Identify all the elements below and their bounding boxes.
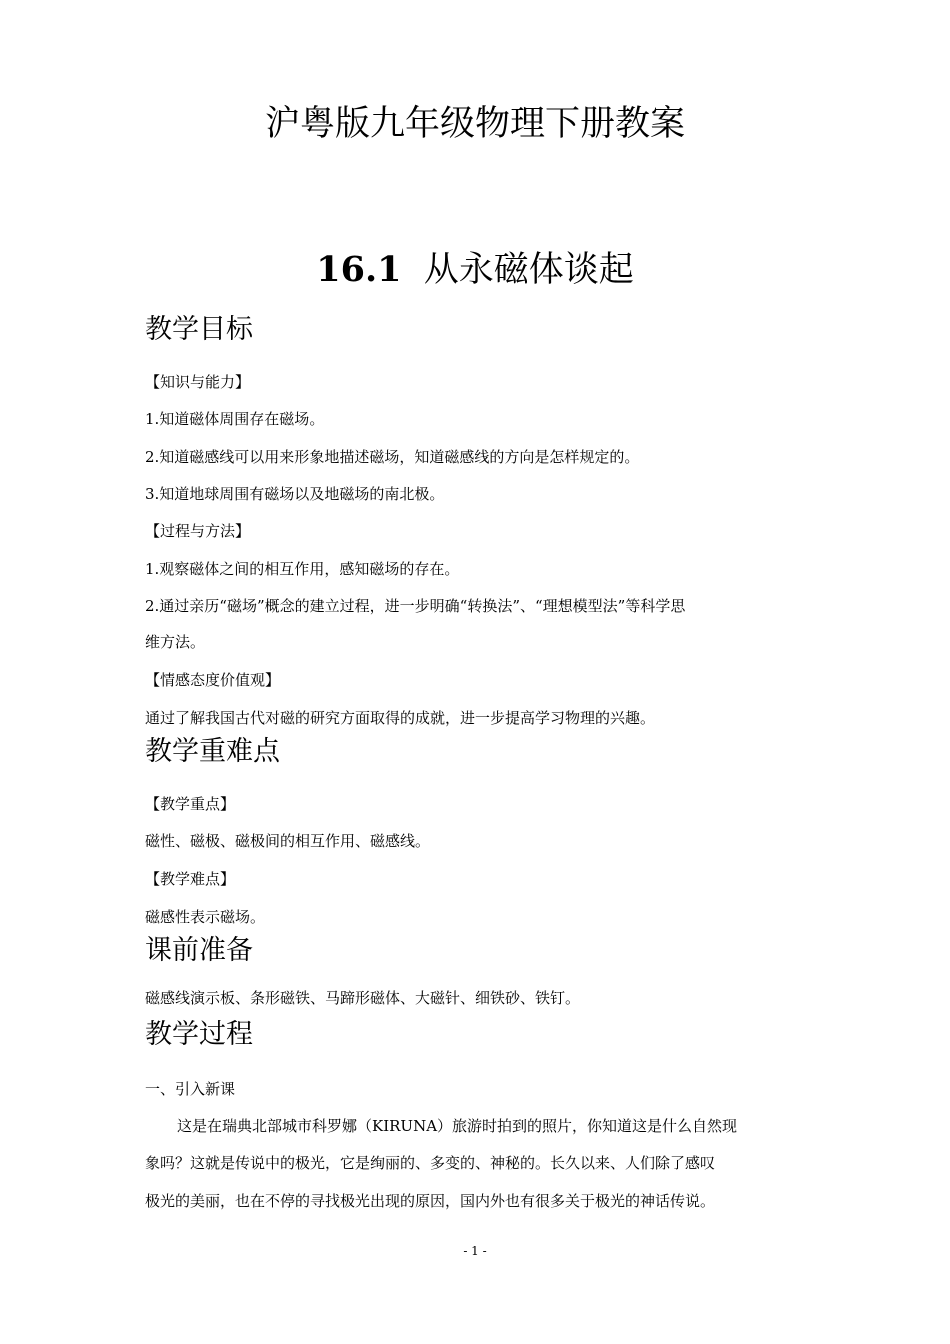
preparation-heading: 课前准备 — [145, 935, 253, 966]
paragraph-line-3: 极光的美丽，也在不停的寻找极光出现的原因，国内外也有很多关于极光的神话传说。 — [145, 1192, 716, 1210]
process-item-1: 1.观察磁体之间的相互作用，感知磁场的存在。 — [145, 560, 460, 578]
process-item-2: 2.通过亲历“磁场”概念的建立过程，进一步明确“转换法”、“理想模型法”等科学思 — [145, 597, 686, 615]
process-heading: 教学过程 — [145, 1019, 253, 1050]
key-points-heading: 教学重难点 — [145, 736, 280, 767]
lesson-number: 16.1 — [316, 249, 402, 290]
focus-text: 磁性、磁极、磁极间的相互作用、磁感线。 — [145, 832, 431, 850]
process-item-2-cont: 维方法。 — [145, 633, 206, 651]
step-1-label: 一、引入新课 — [145, 1080, 236, 1098]
paragraph-line-1: 这是在瑞典北部城市科罗娜（KIRUNA）旅游时拍到的照片，你知道这是什么自然现 — [177, 1117, 738, 1135]
objectives-heading: 教学目标 — [145, 314, 253, 345]
values-label: 【情感态度价值观】 — [145, 671, 281, 689]
lesson-name: 从永磁体谈起 — [423, 250, 634, 290]
knowledge-item-1: 1.知道磁体周围存在磁场。 — [145, 410, 325, 428]
process-method-label: 【过程与方法】 — [145, 522, 251, 540]
knowledge-item-3: 3.知道地球周围有磁场以及地磁场的南北极。 — [145, 485, 445, 503]
preparation-text: 磁感线演示板、条形磁铁、马蹄形磁体、大磁针、细铁砂、铁钉。 — [145, 989, 581, 1007]
lesson-title — [0, 244, 950, 296]
difficulty-label: 【教学难点】 — [145, 870, 236, 888]
knowledge-label: 【知识与能力】 — [145, 373, 251, 391]
page-number: - 1 - — [463, 1244, 487, 1258]
document-title: 沪粤版九年级物理下册教案 — [264, 104, 685, 144]
knowledge-item-2: 2.知道磁感线可以用来形象地描述磁场，知道磁感线的方向是怎样规定的。 — [145, 448, 640, 466]
paragraph-line-2: 象吗？这就是传说中的极光，它是绚丽的、多变的、神秘的。长久以来、人们除了感叹 — [145, 1154, 716, 1172]
focus-label: 【教学重点】 — [145, 795, 236, 813]
difficulty-text: 磁感性表示磁场。 — [145, 908, 266, 926]
values-text: 通过了解我国古代对磁的研究方面取得的成就，进一步提高学习物理的兴趣。 — [145, 709, 656, 727]
